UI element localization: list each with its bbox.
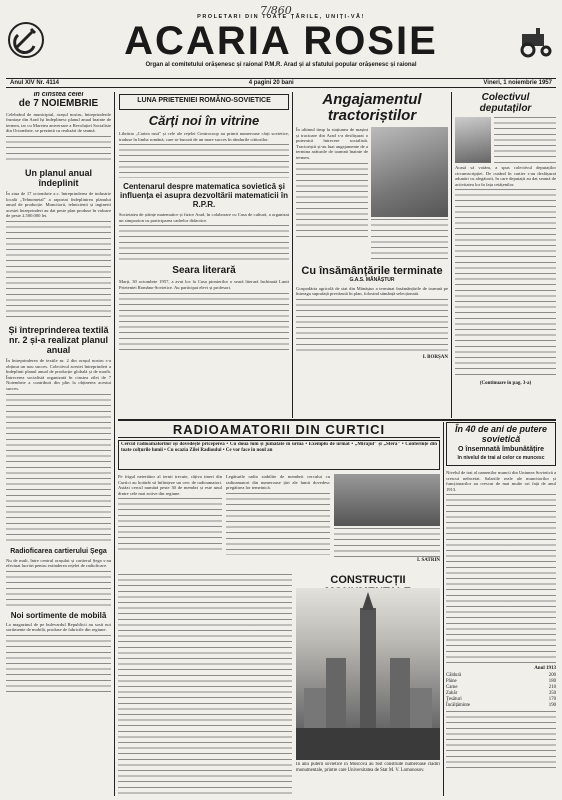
column-divider bbox=[451, 92, 452, 418]
col5-text-fill-1 bbox=[446, 494, 556, 664]
col1-text-5: La magazinul de pe bulevardul Republicii au sosit noi sortimente de mobilă, produse de fabricile din regiune. bbox=[6, 621, 111, 633]
masthead-motto: PROLETARI DIN TOATE ȚĂRILE, UNIȚI-VĂ! bbox=[197, 14, 365, 20]
col3-headline: Angajamentul tractoriștilor bbox=[322, 92, 422, 124]
col5-text-1: Nivelul de trai al oamenilor muncii din Uniunea Sovietică a crescut neîncetat. Salariile reale ale muncitorilor și funcționarilor au crescut de mai multe ori față de anul 1913. bbox=[446, 470, 556, 492]
col2-text-fill-2 bbox=[119, 225, 289, 261]
table-cell-label: Zahăr bbox=[446, 690, 458, 696]
col5-table-title: Anul 1913 bbox=[534, 666, 556, 672]
column-1 bbox=[6, 92, 111, 796]
col3-sub-1-place: G.A.S. MĂNĂȘTUR bbox=[349, 277, 395, 283]
table-cell-value: 200 bbox=[548, 672, 556, 678]
section-mid-body bbox=[118, 474, 440, 572]
newspaper-title: ACARIA ROSIE bbox=[124, 19, 438, 63]
table-cell-label: Încălțăminte bbox=[446, 702, 470, 708]
section-mid-intro: Cercul radioamatorilor își dovedește priceperea • Cu două luni și jumătate în urmă • Exemplu de urmat • „Mirajul" și „Sfera" • Conferințe din toate colțurile lumii • Cu ocazia Zilei Radioului • Ce vor face în noul an bbox=[121, 442, 437, 453]
section-mid-fill-1 bbox=[118, 498, 222, 554]
university-building-photo bbox=[296, 588, 440, 760]
col1-kicker: În cinstea celei bbox=[33, 92, 84, 98]
col2-banner: LUNA PRIETENIEI ROMÂNO-SOVIETICE bbox=[137, 97, 271, 104]
table-cell-value: 190 bbox=[548, 702, 556, 708]
column-4 bbox=[455, 92, 556, 418]
col2-headline: Cărți noi în vitrine bbox=[148, 114, 260, 128]
col1-text-fill-5 bbox=[6, 635, 111, 695]
table-cell-value: 210 bbox=[548, 684, 556, 690]
table-row bbox=[446, 703, 556, 709]
col2-text-1: Librăria „Cartea rusă" și cele ale rețelei Centrocoop au primit numeroase cărți sovietice, traduse în limba română, care se bucură de un mare succes în rândurile cititorilor. bbox=[119, 131, 289, 142]
col1-text-2: În ziua de 17 octombrie a.c. întreprinderea de industrie locală „Tehnometal" a raportat îndeplinirea planului anual de producție. Muncitorii, tehnicienii și inginerii acestei întreprinderi au dat peste plan produse în valoare de peste 2.500.000 lei. bbox=[6, 190, 111, 219]
section-mid-author: I. SATRIN bbox=[417, 558, 440, 563]
col1-text-3: În întreprinderea de textile nr. 2 din orașul nostru s-a obținut un nou succes. Colectivul acestei întreprinderi a îndeplinit planul anual de producție globală și de marfă. Întrecerea socialistă organizată în cinstea zilei de 7 Noiembrie a contribuit din plin la obținerea acestui succes. bbox=[6, 357, 111, 391]
masthead-info-bar bbox=[6, 78, 556, 88]
section-mid-fill-3 bbox=[334, 528, 440, 558]
col3-author: I. BORȘAN bbox=[422, 354, 448, 360]
col2-text-2: Societatea de științe matematice și fizice Arad, în colaborare cu Casa de cultură, a organizat un simpozion cu participarea cadrelor didactice. bbox=[119, 212, 289, 223]
col5-text-fill-2 bbox=[446, 711, 556, 771]
photo-section-caption: În anii puterii sovietice în Moscova au fost construite numeroase clădiri monumentale, printre care Universitatea de Stat M. V. Lomonosov. bbox=[296, 762, 440, 773]
col3-text-1: În ultimul timp la stațiunea de mașini și tractoare din Arad s-a desfășurat o puternică întrecere socialistă. Tractoriștii și-au luat angajamente de a termina arăturile de toamnă înainte de termen. bbox=[296, 127, 368, 160]
col2-sub-2: Seara literară bbox=[172, 265, 236, 277]
table-cell-label: Pâine bbox=[446, 678, 457, 684]
issue-number: Anul XIV Nr. 4114 bbox=[10, 80, 60, 86]
table-cell-label: Carne bbox=[446, 684, 458, 690]
section-divider bbox=[118, 419, 556, 421]
col1-sub-1: Un planul anual îndeplinit bbox=[24, 167, 92, 188]
lower-middle-text-fill bbox=[118, 574, 292, 796]
col2-sub-1: Centenarul despre matematica sovietică și influența ei asupra dezvoltării matematicii în R.P.R. bbox=[119, 182, 289, 210]
section-mid-banner: RADIOAMATORII DIN CURTICI bbox=[118, 422, 440, 438]
col1-sub-3: Radioficarea cartierului Șega bbox=[10, 547, 107, 555]
table-cell-value: 170 bbox=[548, 696, 556, 702]
hammer-sickle-emblem-icon bbox=[6, 20, 46, 60]
col4-text-1: Acasă să votăm, a spus colectivul deputaților circumscripției. De curând în cartier s-au desfășurat adunări cu alegătorii, în care deputații au dat seamă de activitatea lor în fața cetățenilor. bbox=[455, 165, 556, 187]
col1-sub-4: Noi sortimente de mobilă bbox=[10, 610, 107, 620]
table-cell-value: 350 bbox=[548, 690, 556, 696]
col3-tractor-photo bbox=[371, 127, 448, 217]
col3-text-2: Gospodăria agricolă de stat din Mănăștur a terminat însămânțările de toamnă pe întreaga suprafață prevăzută în plan, folosind sămânță selecționată. bbox=[296, 285, 448, 297]
col4-headline: Colectivul deputaților bbox=[479, 92, 532, 114]
section-mid-text-2: Legăturile radio stabilite de membrii cercului cu radioamatori din numeroase țări ale lumii dovedesc pregătirea lor temeinică. bbox=[226, 474, 330, 491]
col1-text-fill-3 bbox=[6, 394, 111, 544]
col1-text-fill-1 bbox=[6, 136, 111, 164]
column-2 bbox=[119, 114, 289, 416]
table-cell-label: Țesături bbox=[446, 696, 462, 702]
lower-middle-column bbox=[118, 574, 292, 796]
column-5 bbox=[446, 470, 556, 796]
table-cell-value: 180 bbox=[548, 678, 556, 684]
col4-text-fill-1 bbox=[455, 189, 556, 379]
col3-sub-1: Cu însămânțările terminate bbox=[301, 265, 443, 277]
radio-club-photo bbox=[334, 474, 440, 526]
tractor-emblem-icon bbox=[516, 20, 556, 60]
col5-banner-1: În 40 de ani de putere sovietică bbox=[454, 424, 548, 444]
column-divider bbox=[292, 92, 293, 418]
col2-text-fill-1 bbox=[119, 144, 289, 178]
col3-text-fill-3 bbox=[296, 299, 448, 355]
column-3 bbox=[296, 92, 448, 418]
pages-price: 4 pagini 20 bani bbox=[248, 80, 294, 86]
col5-banner-2: O însemnată îmbunătățire bbox=[458, 446, 544, 453]
col3-text-fill-2 bbox=[371, 219, 448, 259]
col3-text-fill-1 bbox=[296, 163, 368, 239]
handwritten-note: 7/860 bbox=[260, 4, 292, 17]
col2-text-3: Marți, 30 octombrie 1957, a avut loc la Casa pionierilor o seară literară închinată Lunii Prieteniei Româno-Sovietice. Au participat elevi și profesori. bbox=[119, 279, 289, 290]
photo-section-title: CONSTRUCȚII bbox=[330, 574, 406, 586]
col1-headline: de 7 NOIEMBRIE bbox=[18, 97, 99, 109]
col1-text-4: Nu de mult, între centrul orașului și cartierul Șega s-au efectuat lucrări pentru extinderea rețelei de radioficare. bbox=[6, 557, 111, 569]
col2-text-fill-3 bbox=[119, 293, 289, 353]
newspaper-page bbox=[6, 4, 556, 796]
section-mid-text-1: Pe frigul neiertător al iernii trecute, câțiva tineri din Curtici au hotărât să înființeze un cerc de radioamatori. Astăzi cercul numără peste 30 de membri și este unul dintre cele mai active din regiune. bbox=[118, 474, 222, 496]
col4-text-fill-0 bbox=[494, 117, 556, 163]
masthead bbox=[6, 20, 556, 62]
col1-text-1: Celebrând de municipiul, orașul nostru, întreprinderile fruntașe din Arad își îndeplinesc planul anual înainte de termen, iar cu Maretea aniversare a Revoluției Socialiste din Octombrie, se prezintă cu realizări de seamă. bbox=[6, 111, 111, 134]
col1-text-fill-4 bbox=[6, 571, 111, 607]
col1-sub-2: Și întreprinderea textilă nr. 2 și-a realizat planul anual bbox=[8, 324, 109, 355]
masthead-subtitle: Organ al comitetului orășenesc și raional P.M.R. Arad și al sfatului popular orășenesc și raional bbox=[145, 62, 417, 68]
col1-text-fill-2 bbox=[6, 221, 111, 321]
col5-table bbox=[446, 673, 556, 709]
column-divider bbox=[114, 92, 115, 796]
section-mid-fill-2 bbox=[226, 493, 330, 555]
table-cell-label: Căldură bbox=[446, 672, 462, 678]
column-divider bbox=[443, 422, 444, 796]
col4-portrait-illustration bbox=[455, 117, 491, 163]
issue-date: Vineri, 1 noiembrie 1957 bbox=[483, 80, 552, 86]
col5-banner-3: în nivelul de trai al celor ce muncesc bbox=[457, 455, 545, 461]
col4-footer: (Continuare în pag. 3-a) bbox=[479, 381, 532, 387]
